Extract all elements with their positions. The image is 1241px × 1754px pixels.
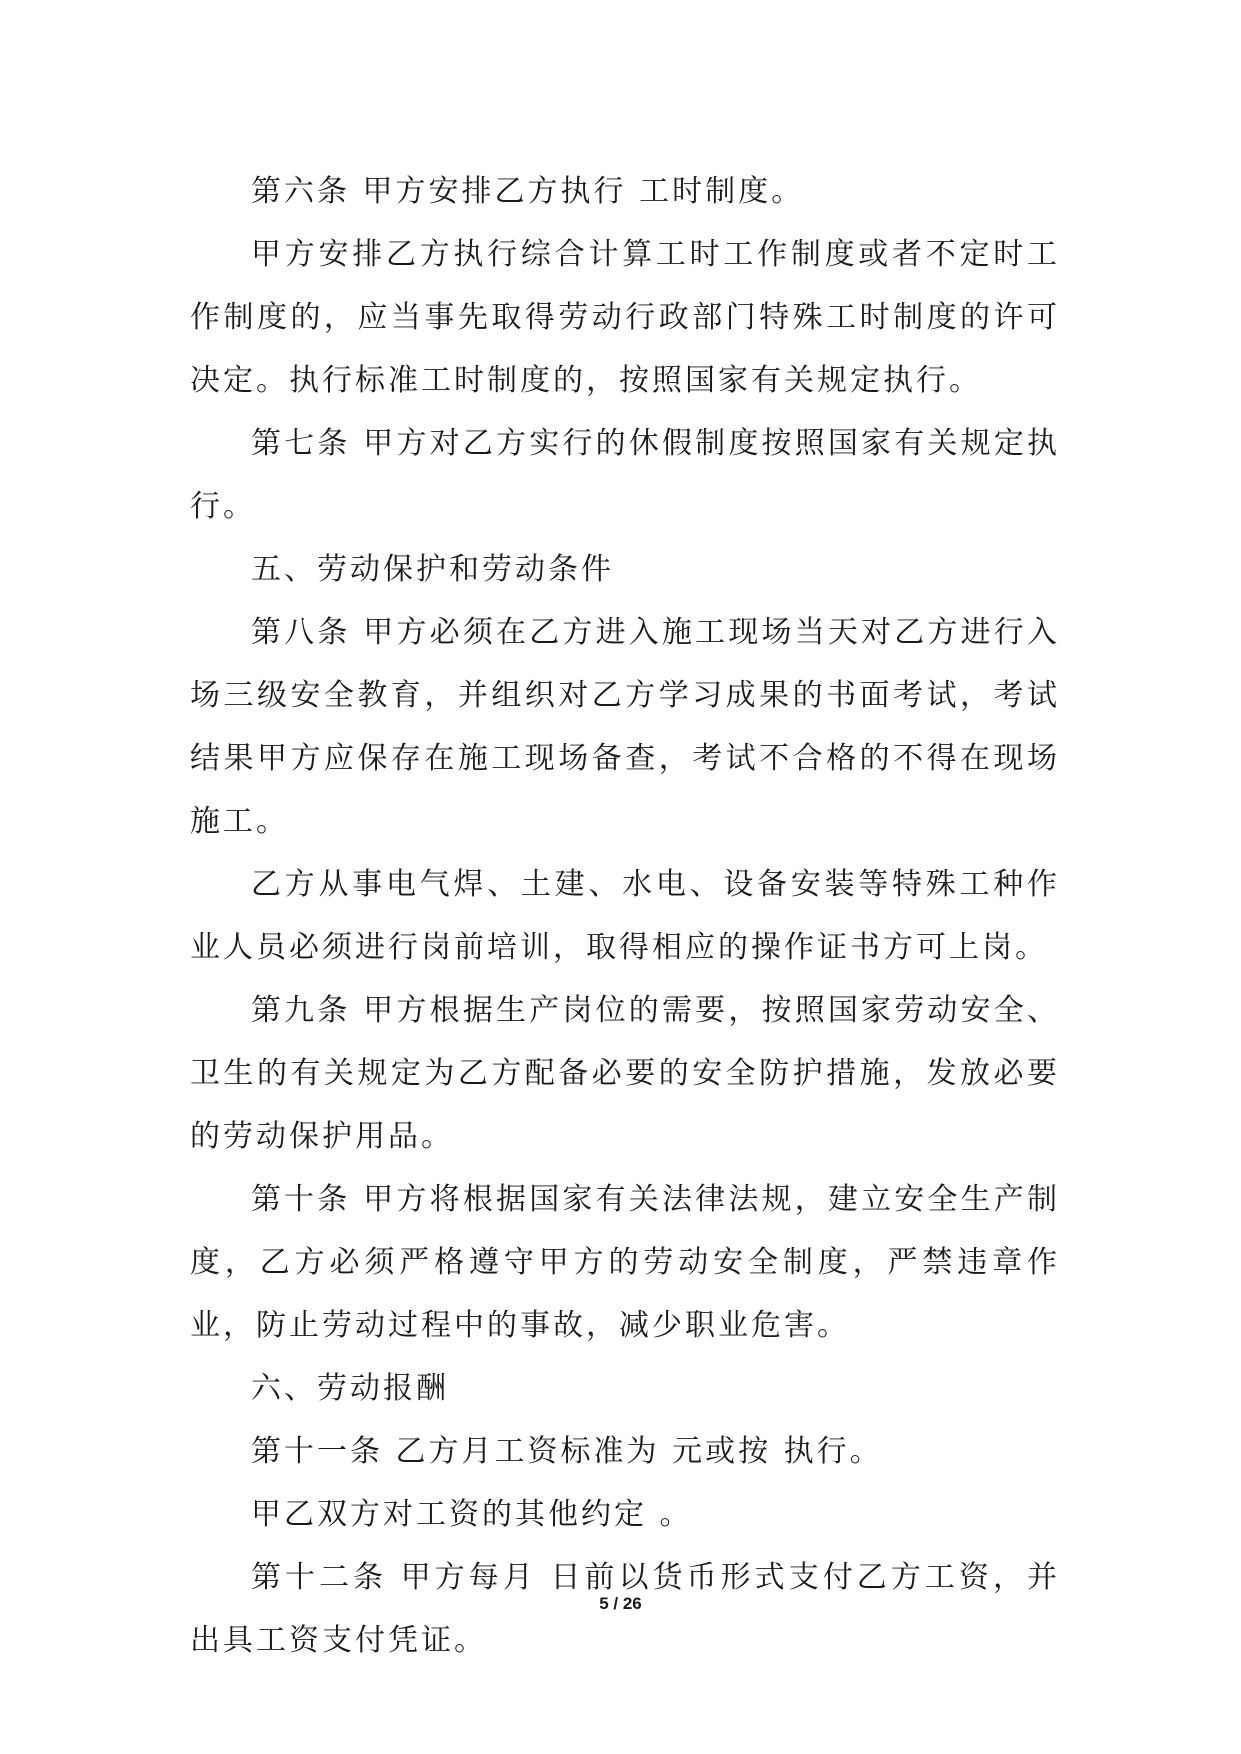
clause-11: 第十一条 乙方月工资标准为 元或按 执行。 <box>251 1434 883 1469</box>
clause-12: 第十二条 甲方每月 日前以货币形式支付乙方工资，并出具工资支付凭证。 <box>190 1560 1060 1658</box>
clause-11-other-agreement: 甲乙双方对工资的其他约定 。 <box>251 1497 693 1532</box>
clause-7: 第七条 甲方对乙方实行的休假制度按照国家有关规定执行。 <box>190 426 1060 524</box>
clause-8: 第八条 甲方必须在乙方进入施工现场当天对乙方进行入场三级安全教育，并组织对乙方学习成果的书面考试，考试结果甲方应保存在施工现场备查，考试不合格的不得在现场施工。 <box>190 615 1060 839</box>
clause-8-special-trades: 乙方从事电气焊、土建、水电、设备安装等特殊工种作业人员必须进行岗前培训，取得相应的操作证书方可上岗。 <box>190 867 1060 965</box>
clause-6-detail: 甲方安排乙方执行综合计算工时工作制度或者不定时工作制度的，应当事先取得劳动行政部门特殊工时制度的许可决定。执行标准工时制度的，按照国家有关规定执行。 <box>190 237 1060 398</box>
document-body <box>190 160 1060 1672</box>
page-number: 5 / 26 <box>599 1594 642 1613</box>
section-6-heading: 六、劳动报酬 <box>251 1371 449 1406</box>
section-5-heading: 五、劳动保护和劳动条件 <box>251 552 614 587</box>
clause-6-heading: 第六条 甲方安排乙方执行 工时制度。 <box>251 174 805 209</box>
clause-10: 第十条 甲方将根据国家有关法律法规，建立安全生产制度，乙方必须严格遵守甲方的劳动安全制度，严禁违章作业，防止劳动过程中的事故，减少职业危害。 <box>190 1182 1060 1343</box>
clause-9: 第九条 甲方根据生产岗位的需要，按照国家劳动安全、卫生的有关规定为乙方配备必要的安全防护措施，发放必要的劳动保护用品。 <box>190 993 1060 1154</box>
